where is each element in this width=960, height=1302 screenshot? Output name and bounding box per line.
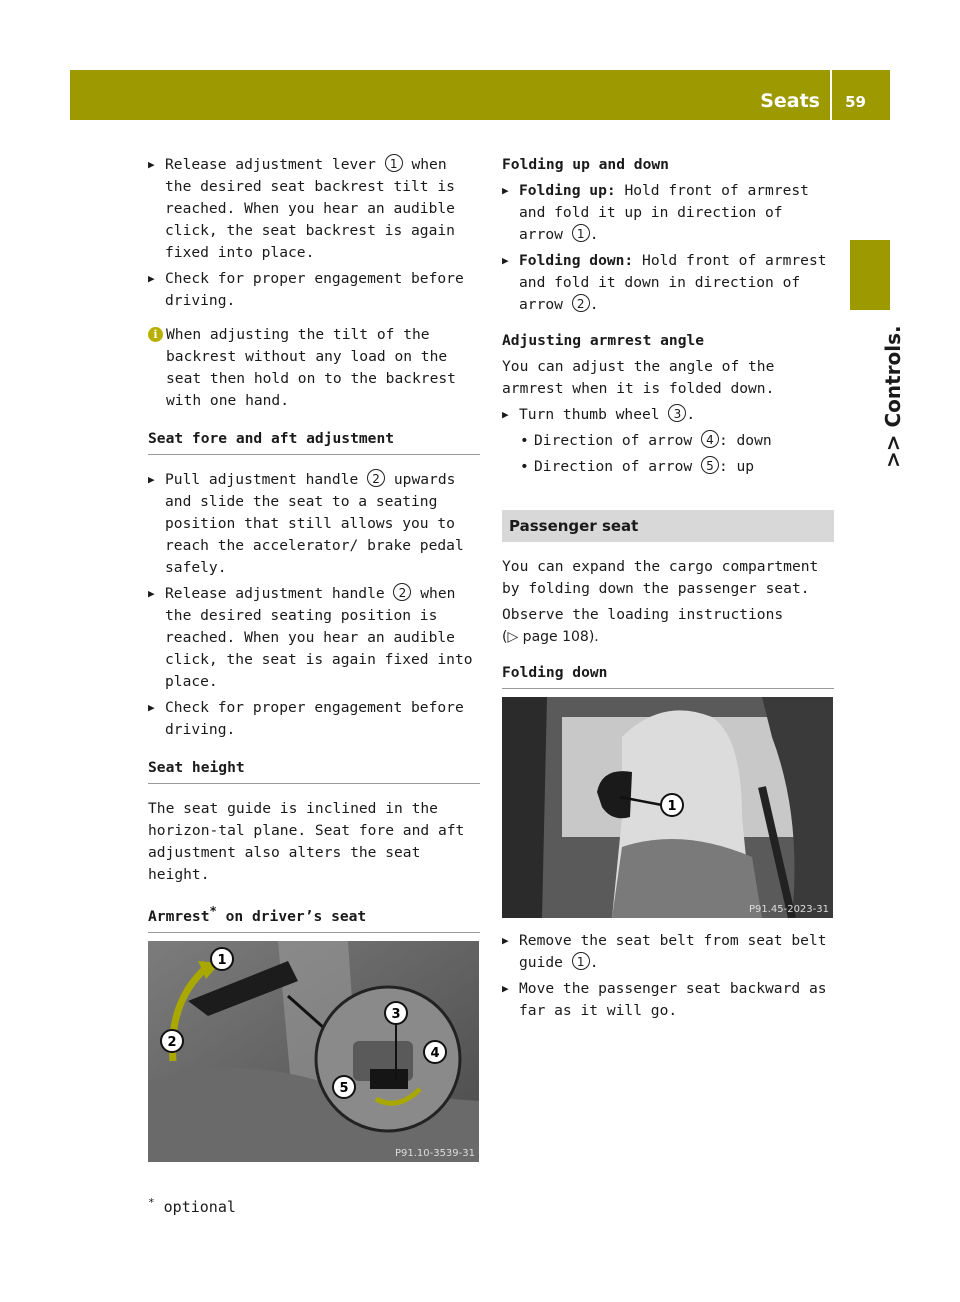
armrest-photo xyxy=(148,941,479,1162)
header-divider xyxy=(830,70,832,120)
section-heading: Seat fore and aft adjustment xyxy=(148,428,480,455)
callout-number: 2 xyxy=(367,469,385,487)
instruction-step: ▶ Turn thumb wheel 3 . xyxy=(502,404,834,426)
svg-text:5: 5 xyxy=(339,1080,349,1096)
instruction-step: ▶ Folding down: Hold front of armrest and fold it down in direction of arrow 2 . xyxy=(502,252,827,313)
info-note: i When adjusting the tilt of the backrest without any load on the seat then hold on to the backrest with one hand. xyxy=(148,324,480,412)
step-arrow-icon: ▶ xyxy=(502,254,509,267)
right-column xyxy=(502,154,834,1026)
paragraph: The seat guide is inclined in the horizon-tal plane. Seat fore and aft adjustment also alters the seat height. xyxy=(148,800,465,883)
callout-number: 2 xyxy=(572,294,590,312)
svg-text:4: 4 xyxy=(430,1045,440,1061)
step-arrow-icon: ▶ xyxy=(502,934,509,947)
passenger-seat-photo xyxy=(502,697,833,918)
page-header xyxy=(70,70,890,120)
bullet-item: • Direction of arrow 5 : up xyxy=(520,458,755,475)
svg-text:1: 1 xyxy=(667,799,677,814)
section-heading: Seat height xyxy=(148,757,480,784)
page-reference: (▷ page 108). xyxy=(502,629,599,645)
section-heading: Adjusting armrest angle xyxy=(502,332,705,349)
step-arrow-icon: ▶ xyxy=(502,982,509,995)
callout-number: 1 xyxy=(572,224,590,242)
step-arrow-icon: ▶ xyxy=(502,184,509,197)
callout-number: 1 xyxy=(385,154,403,172)
paragraph: Observe the loading instructions (▷ page 108). xyxy=(502,606,784,645)
svg-text:3: 3 xyxy=(391,1006,401,1022)
info-icon: i xyxy=(148,327,163,342)
page-number: 59 xyxy=(845,93,866,111)
section-heading: Folding up and down xyxy=(502,156,669,173)
step-arrow-icon: ▶ xyxy=(148,587,155,600)
side-tab-block xyxy=(850,240,890,310)
callout-1 xyxy=(661,794,683,816)
footnote: * optional xyxy=(148,1196,236,1216)
callout-5 xyxy=(333,1076,355,1098)
callout-number: 5 xyxy=(701,456,719,474)
side-tab-text: >> Controls. xyxy=(881,325,905,468)
step-arrow-icon: ▶ xyxy=(148,272,155,285)
callout-number: 1 xyxy=(572,952,590,970)
callout-number: 4 xyxy=(701,430,719,448)
step-arrow-icon: ▶ xyxy=(148,473,155,486)
callout-2 xyxy=(161,1030,183,1052)
instruction-step: ▶ Release adjustment handle 2 when the desired seating position is reached. When you hear an audible click, the seat is again fixed into place. xyxy=(148,585,473,690)
callout-1 xyxy=(211,948,233,970)
image-code: P91.10-3539-31 xyxy=(394,1147,475,1159)
instruction-step: ▶ Folding up: Hold front of armrest and fold it up in direction of arrow 1 . xyxy=(502,182,809,243)
callout-number: 2 xyxy=(393,583,411,601)
step-arrow-icon: ▶ xyxy=(148,158,155,171)
image-code: P91.45-2023-31 xyxy=(748,904,829,915)
callout-number: 3 xyxy=(668,404,686,422)
instruction-step: ▶ Check for proper engagement before driving. xyxy=(148,270,464,309)
section-heading: Folding down xyxy=(502,662,834,689)
svg-text:1: 1 xyxy=(217,952,227,968)
instruction-step: ▶ Check for proper engagement before driving. xyxy=(148,699,464,738)
section-heading: Armrest* on driver’s seat xyxy=(148,900,480,933)
left-column xyxy=(148,154,480,1180)
callout-4 xyxy=(424,1041,446,1063)
bullet-item: • Direction of arrow 4 : down xyxy=(520,432,772,449)
paragraph: You can expand the cargo compartment by folding down the passenger seat. xyxy=(502,558,819,597)
svg-text:2: 2 xyxy=(167,1034,177,1050)
step-arrow-icon: ▶ xyxy=(148,701,155,714)
instruction-step: ▶ Pull adjustment handle 2 upwards and slide the seat to a seating position that still allows you to reach the accelerator/ brake pedal safely. xyxy=(148,471,464,576)
instruction-step: ▶ Release adjustment lever 1 when the desired seat backrest tilt is reached. When you hear an audible click, the seat backrest is again fixed into place. xyxy=(148,156,455,261)
callout-3 xyxy=(385,1002,407,1024)
section-banner: Passenger seat xyxy=(502,510,834,542)
step-arrow-icon: ▶ xyxy=(502,408,509,421)
header-title: Seats xyxy=(760,90,820,112)
side-tab-label xyxy=(848,318,905,468)
instruction-step: ▶ Remove the seat belt from seat belt guide 1 . xyxy=(502,932,827,971)
instruction-step: ▶ Move the passenger seat backward as far as it will go. xyxy=(502,980,827,1019)
paragraph: You can adjust the angle of the armrest when it is folded down. xyxy=(502,358,775,397)
